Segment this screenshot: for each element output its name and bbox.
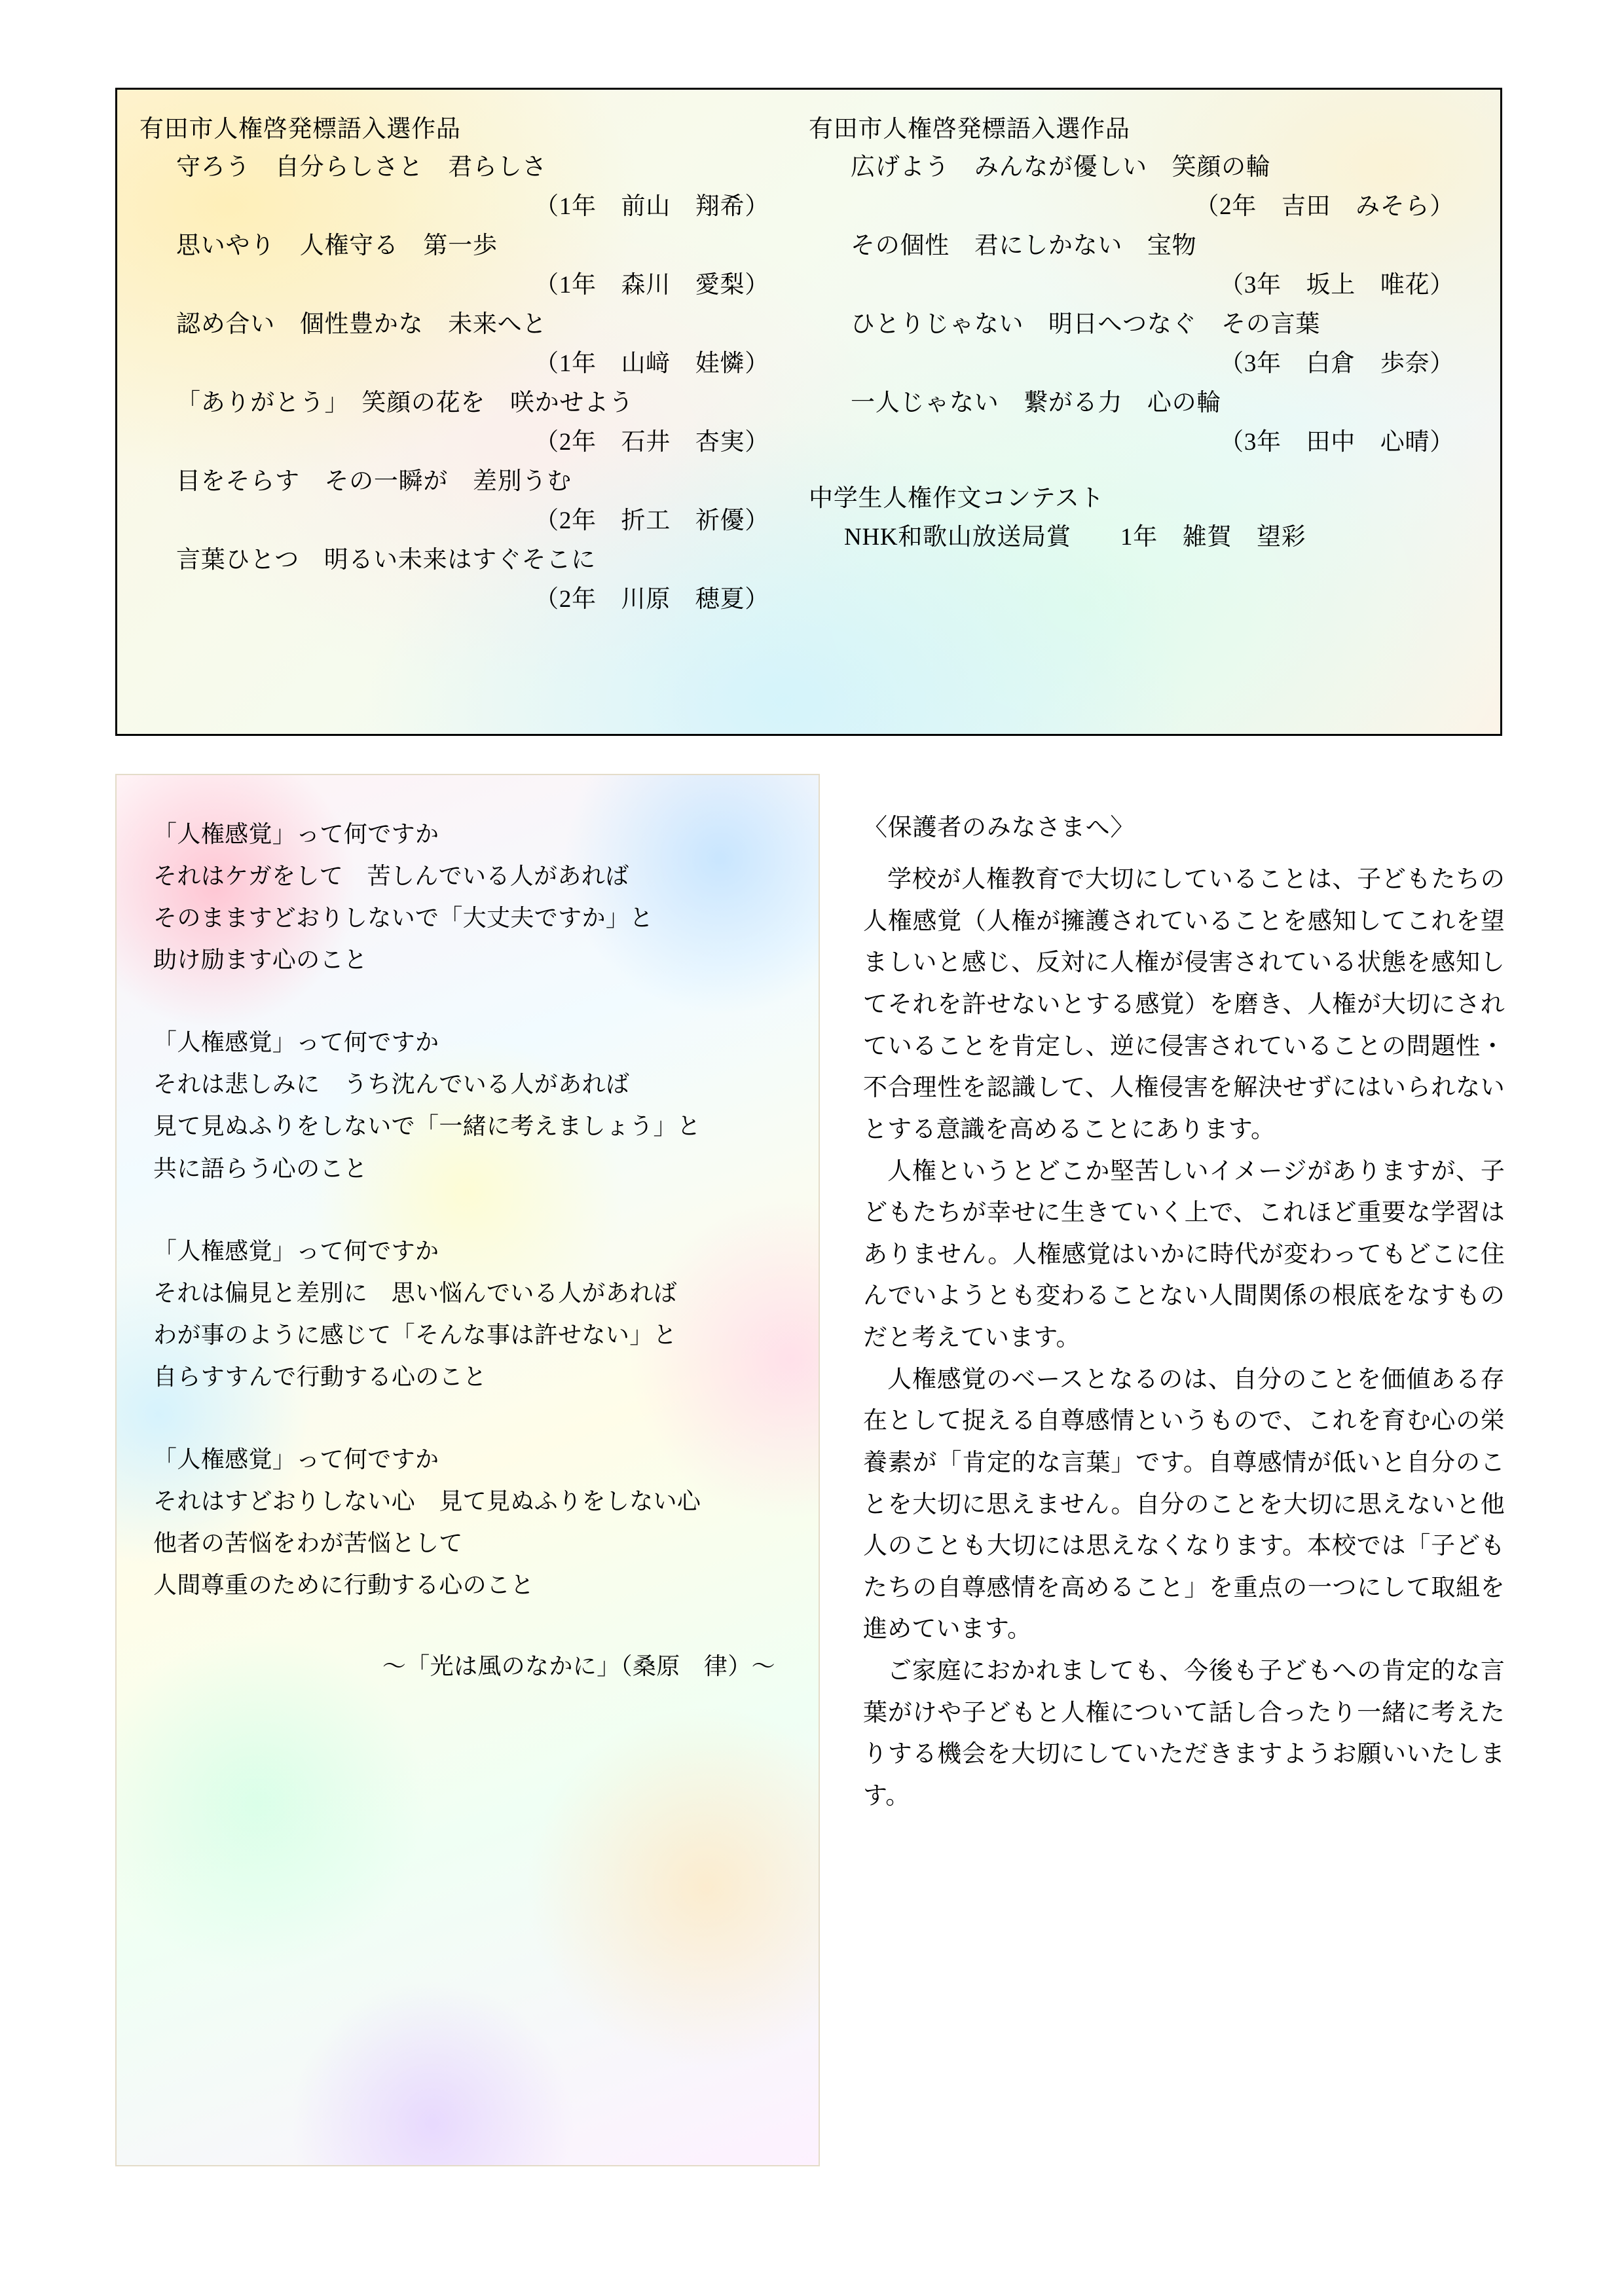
- slogan-columns: [117, 90, 1500, 619]
- poem-box: [115, 774, 820, 2166]
- slogan-text: ひとりじゃない 明日へつなぐ その言葉: [851, 311, 1321, 338]
- poem-stanza: [153, 1230, 782, 1398]
- spacer: [809, 462, 1478, 479]
- slogan-author: （1年 山﨑 娃憐）: [534, 350, 769, 378]
- essay-heading: 〈保護者のみなさまへ〉: [863, 814, 1135, 841]
- poem-stanza: [153, 1438, 782, 1606]
- poem-line: 人間尊重のために行動する心のこと: [153, 1572, 534, 1599]
- poem-line: 見て見ぬふりをしないで「一緒に考えましょう」と: [153, 1113, 701, 1140]
- slogan-column-left: [139, 111, 809, 619]
- slogan-author: （2年 川原 穂夏）: [534, 585, 769, 613]
- slogan-text: 目をそらす その一瞬が 差別うむ: [176, 467, 572, 495]
- poem-line: 他者の苦悩をわが苦悩として: [153, 1530, 463, 1557]
- poem-line: 「人権感覚」って何ですか: [153, 1237, 439, 1264]
- slogan-text: 思いやり 人権守る 第一歩: [176, 232, 498, 260]
- parents-message: [863, 809, 1505, 1817]
- essay-paragraph: 人権感覚のベースとなるのは、自分のことを価値ある存在として捉える自尊感情というもので、これを育む心の栄養素が「肯定的な言葉」です。自尊感情が低いと自分のことを大切に思えません。自分のことを大切に思えないと他人のことも大切には思えなくなります。本校では「子どもたちの自尊感情を高めること」を重点の一つにして取組を進めています。: [863, 1366, 1505, 1643]
- poem-line: 自らすすんで行動する心のこと: [153, 1363, 487, 1390]
- contest-award-line: NHK和歌山放送局賞 1年 雑賀 望彩: [844, 524, 1306, 551]
- slogan-section-title-left: 有田市人権啓発標語入選作品: [139, 116, 461, 143]
- poem-line: それはケガをして 苦しんでいる人があれば: [153, 863, 629, 890]
- slogan-text: 「ありがとう」 笑顔の花を 咲かせよう: [176, 389, 634, 416]
- slogan-column-right: [809, 111, 1478, 619]
- slogan-author: （3年 坂上 唯花）: [1219, 272, 1454, 299]
- essay-paragraph: 学校が人権教育で大切にしていることは、子どもたちの人権感覚（人権が擁護されていることを感知してこれを望ましいと感じ、反対に人権が侵害されている状態を感知してそれを許せないとする感覚）を磨き、人権が大切にされていることを肯定し、逆に侵害されていることの問題性・不合理性を認識して、人権侵害を解決せずにはいられないとする意識を高めることにあります。: [863, 866, 1505, 1143]
- poem-line: 「人権感覚」って何ですか: [153, 1446, 439, 1472]
- poem-stanza: [153, 1021, 782, 1189]
- slogan-text: 一人じゃない 繋がる力 心の輪: [851, 389, 1222, 416]
- poem-line: それはすどおりしない心 見て見ぬふりをしない心: [153, 1488, 701, 1515]
- poem-line: そのまますどおりしないで「大丈夫ですか」と: [153, 905, 654, 932]
- poem-line: 「人権感覚」って何ですか: [153, 1029, 439, 1056]
- slogan-text: 広げよう みんなが優しい 笑顔の輪: [851, 154, 1271, 181]
- slogan-text: その個性 君にしかない 宝物: [851, 232, 1197, 260]
- poem-line: 共に語らう心のこと: [153, 1155, 368, 1182]
- slogan-text: 守ろう 自分らしさと 君らしさ: [176, 154, 547, 181]
- poem-line: それは悲しみに うち沈んでいる人があれば: [153, 1071, 630, 1098]
- slogan-award-box: [115, 88, 1502, 736]
- poem-line: 助け励ます心のこと: [153, 947, 368, 974]
- slogan-author: （2年 石井 杏実）: [534, 428, 769, 456]
- poem-credit: 〜「光は風のなかに」（桑原 律）〜: [382, 1653, 775, 1680]
- essay-paragraph: 人権というとどこか堅苦しいイメージがありますが、子どもたちが幸せに生きていく上で、これほど重要な学習はありません。人権感覚はいかに時代が変わってもどこに住んでいようとも変わることない人間関係の根底をなすものだと考えています。: [863, 1157, 1505, 1352]
- poem-line: それは偏見と差別に 思い悩んでいる人があれば: [153, 1279, 677, 1306]
- slogan-author: （2年 吉田 みそら）: [1194, 193, 1454, 221]
- slogan-text: 認め合い 個性豊かな 未来へと: [176, 311, 547, 338]
- slogan-author: （2年 折工 祈優）: [534, 507, 769, 534]
- slogan-author: （3年 田中 心晴）: [1219, 428, 1454, 456]
- contest-section-title: 中学生人権作文コンテスト: [809, 484, 1105, 512]
- poem-line: 「人権感覚」って何ですか: [153, 821, 439, 847]
- slogan-author: （3年 白倉 歩奈）: [1219, 350, 1454, 378]
- slogan-author: （1年 森川 愛梨）: [534, 272, 769, 299]
- poem-stanza: [153, 813, 782, 981]
- slogan-author: （1年 前山 翔希）: [534, 193, 769, 221]
- poem-line: わが事のように感じて「そんな事は許せない」と: [153, 1321, 677, 1348]
- slogan-text: 言葉ひとつ 明るい未来はすぐそこに: [176, 546, 596, 574]
- essay-paragraph: ご家庭におかれましても、今後も子どもへの肯定的な言葉がけや子どもと人権について話し合ったり一緒に考えたりする機会を大切にしていただきますようお願いいたします。: [863, 1658, 1505, 1810]
- slogan-section-title-right: 有田市人権啓発標語入選作品: [809, 116, 1130, 143]
